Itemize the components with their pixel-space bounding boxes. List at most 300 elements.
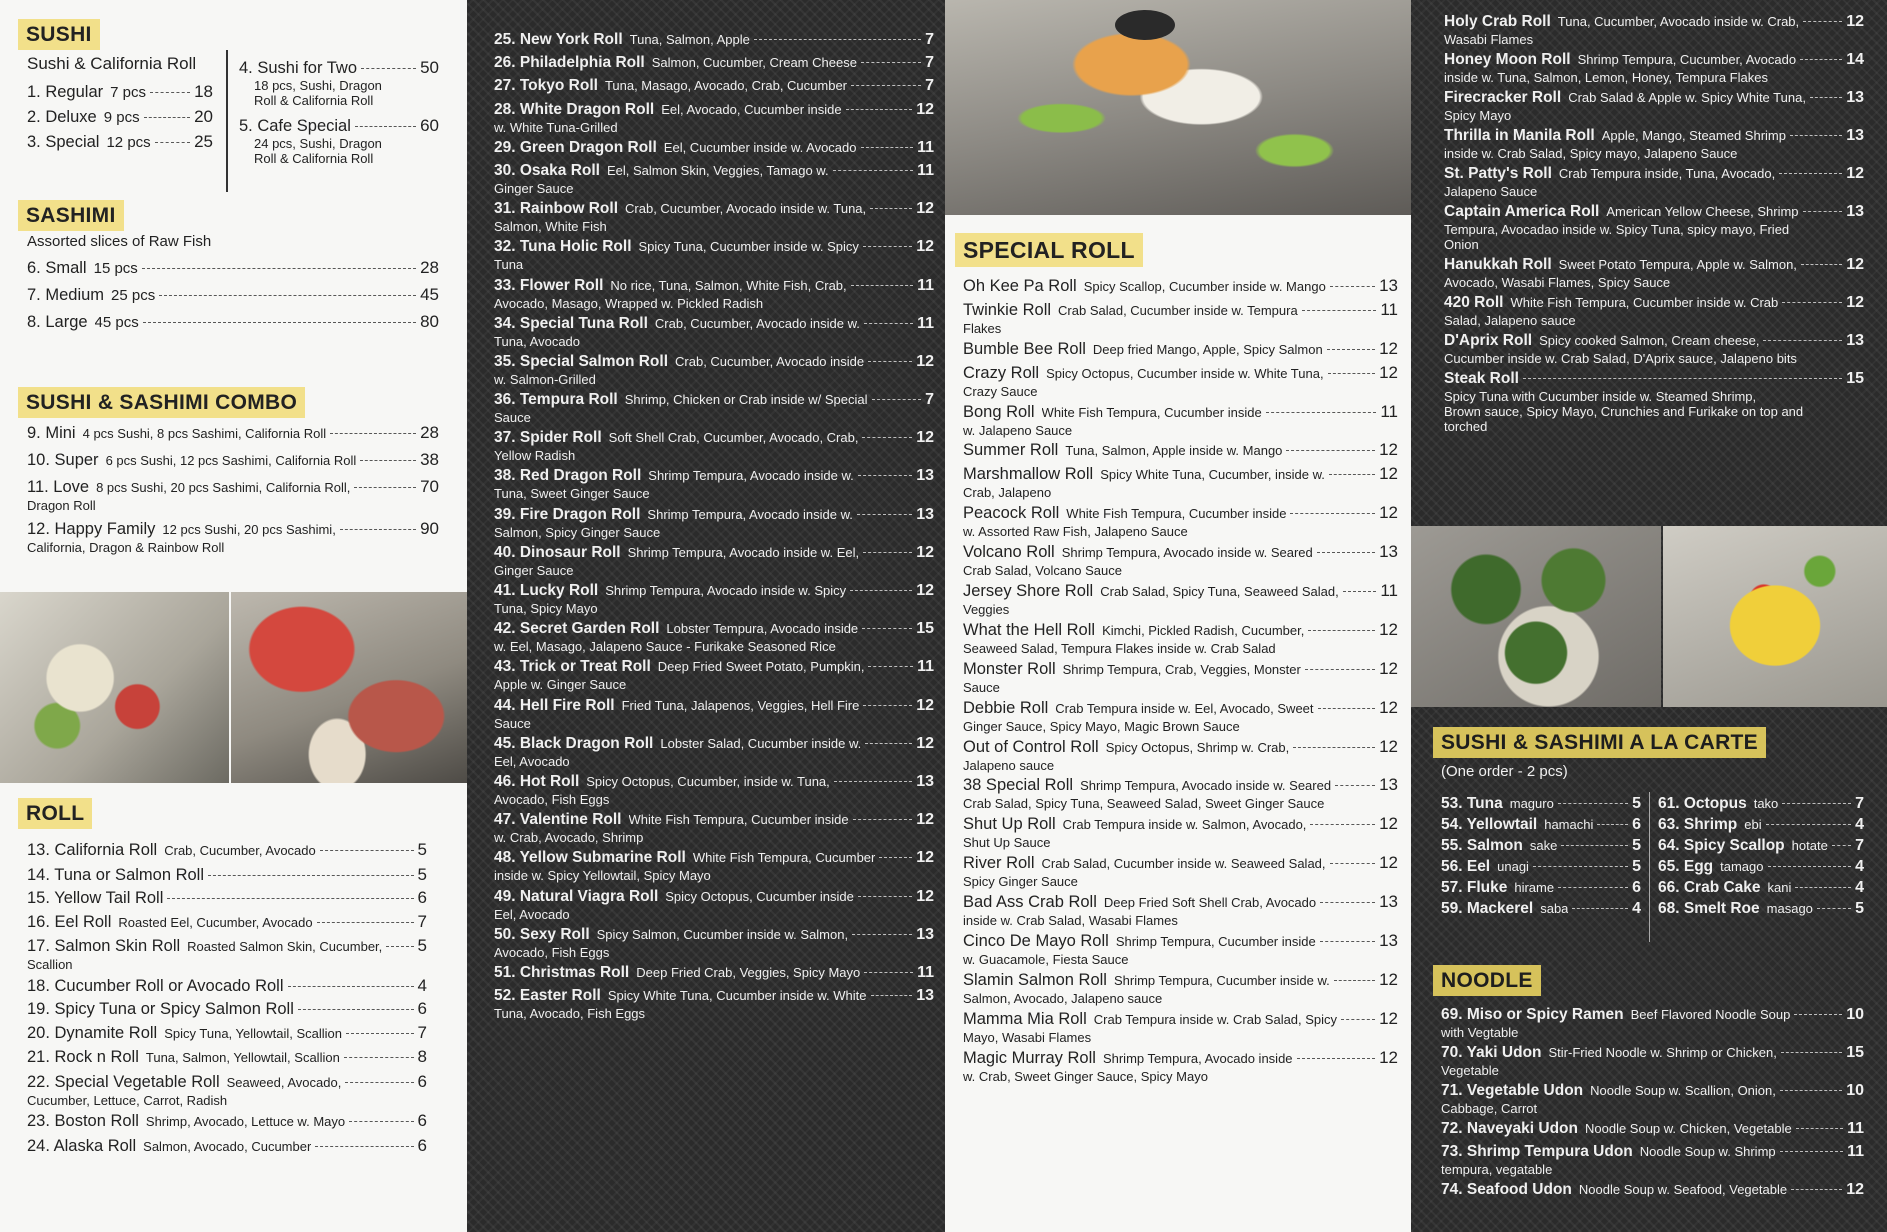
item-price: 13 [1379,276,1398,295]
dotted-leader [1780,1090,1842,1091]
item-price: 15 [1846,1044,1864,1061]
item-name: Monster Roll [963,659,1056,678]
menu-item [963,402,1398,438]
item-description: Lobster Salad, Cucumber inside w. [660,735,862,751]
item-name: 49. Natural Viagra Roll [494,887,659,905]
item-price: 12 [1379,697,1398,717]
item-name: 65. Egg [1658,858,1714,875]
menu-item [963,464,1398,500]
item-description-cont: Crab Salad, Volcano Sauce [963,563,1122,579]
item-description: Spicy Scallop, Cucumber inside w. Mango [1083,279,1326,294]
item-description: Kimchi, Pickled Radish, Cucumber, [1102,622,1305,638]
item-description: Spicy Salmon, Cucumber inside w. Salmon, [596,926,849,942]
dotted-leader [1327,349,1375,350]
item-price: 14 [1846,51,1864,68]
item-description: Deep Fried Sweet Potato, Pumpkin, [657,659,865,675]
menu-item-line [1444,12,1864,32]
item-description: Beef Flavored Noodle Soup [1630,1007,1791,1022]
item-description: Shrimp Tempura, Avocado inside w. Seared [1080,778,1332,794]
item-name: 36. Tempura Roll [494,391,618,409]
item-description: Shrimp Tempura, Cucumber inside [1115,934,1316,950]
item-description-cont: Scallion [27,957,73,972]
item-price: 12 [1846,165,1864,182]
sashimi-subtitle: Assorted slices of Raw Fish [27,233,212,250]
menu-item-line [1441,1005,1864,1025]
item-price: 4 [1855,816,1864,833]
item-price: 6 [417,999,427,1018]
menu-item [27,1047,427,1068]
item-description-cont: Cucumber, Lettuce, Carrot, Radish [27,1092,228,1108]
item-description: Sweet Potato Tempura, Apple w. Salmon, [1558,257,1797,272]
menu-item [27,1023,427,1044]
item-price: 11 [917,161,934,179]
item-price: 12 [1846,1181,1864,1198]
menu-item [1444,50,1864,85]
dotted-leader [386,946,413,947]
menu-item-line [494,734,934,754]
dotted-leader [852,934,912,935]
item-description: 6 pcs Sushi, 12 pcs Sashimi, California Roll [105,453,357,468]
menu-item-line [494,505,934,525]
dotted-leader [1572,908,1628,909]
item-price: 12 [1379,736,1398,756]
item-description: No rice, Tuna, Salmon, White Fish, Crab, [610,277,847,293]
dotted-leader [1790,135,1842,136]
dotted-leader [1335,785,1375,786]
item-name: Hanukkah Roll [1444,256,1552,273]
item-price: 90 [420,519,439,538]
item-description: Stir-Fried Noodle w. Shrimp or Chicken, [1548,1045,1777,1060]
item-name: 7. Medium [27,286,105,304]
menu-item [1441,1180,1864,1200]
item-name: 420 Roll [1444,294,1504,311]
item-description-cont: Cucumber inside w. Crab Salad, D'Aprix sauce, Jalapeno bits [1444,351,1797,366]
menu-item-line [1658,857,1864,877]
dotted-leader [1330,286,1375,287]
item-name: Summer Roll [963,441,1059,460]
item-price: 12 [916,100,934,118]
item-japanese-name: ebi [1744,817,1762,832]
menu-item [963,659,1398,695]
menu-item-line [963,775,1398,796]
menu-item [27,423,439,444]
item-description-cont: Apple w. Ginger Sauce [494,677,627,693]
menu-item-line [963,402,1398,423]
menu-item [494,199,934,234]
item-description: Noodle Soup w. Seafood, Vegetable [1578,1182,1788,1197]
dotted-leader [355,126,416,127]
sashimi-list [27,258,439,339]
item-description-cont: Tuna, Avocado [494,333,581,349]
item-price: 7 [417,1022,427,1042]
item-price: 12 [916,429,934,447]
item-description: Shrimp, Avocado, Lettuce w. Mayo [145,1114,346,1129]
menu-item-line [1441,1043,1864,1063]
dotted-leader [315,1146,413,1147]
menu-item-line [1441,794,1641,814]
menu-item-line [494,543,934,563]
item-description-cont: Avocado, Wasabi Flames, Spicy Sauce [1444,275,1671,290]
sashimi-photo-right [231,592,467,783]
item-price: 11 [1380,401,1398,421]
item-price: 10 [1846,1006,1864,1023]
dotted-leader [1794,1014,1842,1015]
menu-item [494,100,934,135]
dotted-leader [862,628,912,629]
menu-item-line [494,390,934,410]
dotted-leader [1558,887,1628,888]
item-name: St. Patty's Roll [1444,165,1552,182]
item-description: Tuna, Masago, Avocado, Crab, Cucumber [604,78,848,94]
alacarte-left-list [1441,794,1641,920]
menu-item [494,543,934,578]
item-price: 12 [1379,1008,1398,1028]
menu-item [27,1111,427,1132]
roll-list [27,840,427,1160]
menu-item [494,657,934,692]
menu-item [27,477,439,513]
item-price: 12 [916,696,934,714]
item-name: 59. Mackerel [1441,900,1534,917]
dotted-leader [1310,824,1375,825]
dotted-leader [754,39,921,40]
dotted-leader [1810,97,1842,98]
item-name: 43. Trick or Treat Roll [494,658,651,676]
alacarte-divider [1649,792,1650,942]
item-description-cont: Dragon Roll [27,498,96,513]
roe-topping [1115,10,1175,40]
dotted-leader [846,109,913,110]
item-name: 38. Red Dragon Roll [494,467,642,485]
item-name: Holy Crab Roll [1444,13,1551,30]
menu-item [1441,794,1641,814]
item-name: 40. Dinosaur Roll [494,543,621,561]
menu-item-line [27,1047,427,1068]
item-description: Deep Fried Crab, Veggies, Spicy Mayo [636,964,861,980]
menu-item-line [494,772,934,792]
item-description-cont: Jalapeno Sauce [1444,184,1538,199]
menu-item [27,132,213,153]
item-name: Out of Control Roll [963,737,1099,756]
item-description-cont: Veggies [963,602,1010,618]
column-2 [467,0,945,1232]
item-description: Shrimp Tempura, Cucumber inside w. [1113,972,1330,988]
item-description: 18 pcs, Sushi, Dragon Roll & California Roll [254,78,382,108]
item-description-cont: Crab Salad, Spicy Tuna, Seaweed Salad, Sweet Ginger Sauce [963,796,1325,812]
item-price: 18 [194,82,213,101]
menu-item [963,698,1398,734]
item-description-cont: California, Dragon & Rainbow Roll [27,540,225,555]
menu-item [27,1136,427,1157]
menu-item-line [494,696,934,716]
dotted-leader [1781,1052,1842,1053]
dotted-leader [1320,941,1375,942]
item-name: 15. Yellow Tail Roll [27,889,164,907]
menu-item-line [494,810,934,830]
item-price: 12 [1379,658,1398,678]
item-description: Shrimp, Chicken or Crab inside w/ Special [624,392,868,408]
item-price: 7 [925,54,934,72]
item-price: 10 [1846,1082,1864,1099]
item-description: Shrimp Tempura, Avocado inside [1102,1050,1293,1066]
item-name: 41. Lucky Roll [494,582,599,599]
dotted-leader [1832,845,1851,846]
menu-item [494,276,934,311]
item-price: 80 [420,312,439,331]
menu-item-line [494,276,934,296]
item-description-cont: Tuna [494,257,524,273]
item-description: Spicy Tuna, Cucumber inside w. Spicy [638,239,859,255]
dotted-leader [1329,474,1375,475]
menu-item-line [494,314,934,334]
menu-item [1444,202,1864,252]
item-description-cont: Ginger Sauce [494,180,574,196]
item-price: 12 [1379,362,1398,382]
item-name: 13. California Roll [27,841,158,859]
menu-item-line [1441,815,1641,835]
item-description-cont: Vegetable [1441,1063,1499,1078]
item-description-cont: Salmon, White Fish [494,219,607,235]
item-name: 9. Mini [27,424,76,442]
dotted-leader [1779,173,1842,174]
dotted-leader [349,1121,413,1122]
item-price: 6 [417,1071,427,1091]
menu-item-line [963,698,1398,719]
menu-item-line [1444,293,1864,313]
menu-item-line [1658,899,1864,919]
item-price: 25 [194,132,213,151]
item-description-cont: inside w. Spicy Yellowtail, Spicy Mayo [494,868,711,884]
item-price: 4 [1855,879,1864,896]
menu-item-line [494,963,934,983]
item-japanese-name: sake [1529,838,1558,853]
item-name: Debbie Roll [963,698,1049,717]
menu-item-line [963,814,1398,835]
menu-item-line [1658,794,1864,814]
menu-item-line [963,1009,1398,1030]
item-name: Bad Ass Crab Roll [963,893,1097,912]
item-description: Eel, Cucumber inside w. Avocado [663,139,857,155]
dotted-leader [346,1033,414,1034]
item-price: 12 [916,238,934,256]
menu-item-line [494,581,934,601]
item-japanese-name: tako [1753,796,1779,811]
item-price: 12 [1379,853,1398,873]
item-qty: 25 pcs [111,287,156,304]
item-qty: 45 pcs [94,314,139,331]
menu-item [1441,1119,1864,1139]
item-name: 11. Love [27,478,90,496]
item-price: 12 [1846,256,1864,273]
item-name: 66. Crab Cake [1658,879,1761,896]
item-description: Crab Salad, Cucumber inside w. Seaweed Salad, [1041,856,1326,872]
dotted-leader [320,850,414,851]
item-name: D'Aprix Roll [1444,332,1533,349]
item-name: Peacock Roll [963,504,1060,523]
item-price: 7 [417,911,427,931]
item-name: 23. Boston Roll [27,1112,139,1130]
item-price: 4 [1855,858,1864,875]
noodle-header: NOODLE [1433,965,1541,996]
menu-item-line [27,840,427,861]
dotted-leader [1800,59,1842,60]
dotted-leader [1795,887,1851,888]
item-price: 13 [916,987,934,1005]
item-name: Honey Moon Roll [1444,51,1571,68]
item-name: 47. Valentine Roll [494,811,622,829]
menu-item-line [27,423,439,444]
menu-item [27,107,213,128]
item-description: Eel, Salmon Skin, Veggies, Tamago w. [606,162,829,178]
item-name: 5. Cafe Special [239,117,351,135]
item-description-cont: w. Assorted Raw Fish, Jalapeno Sauce [963,524,1188,540]
item-name: 32. Tuna Holic Roll [494,238,632,256]
column-1 [0,0,467,1232]
item-name: 2. Deluxe [27,108,97,126]
dotted-leader [1308,630,1375,631]
menu-item [963,276,1398,297]
item-name: 6. Small [27,259,87,277]
dotted-leader [1780,1151,1843,1152]
item-description: Crab, Cucumber, Avocado inside [675,353,865,369]
item-japanese-name: hirame [1514,880,1555,895]
menu-item-line [27,976,427,996]
item-price: 13 [1379,542,1398,562]
menu-item [494,76,934,96]
menu-item-line [1658,815,1864,835]
item-name: What the Hell Roll [963,620,1096,639]
item-price: 20 [194,107,213,126]
item-description-cont: w. Crab, Sweet Ginger Sauce, Spicy Mayo [963,1068,1208,1084]
item-description-cont: w. Crab, Avocado, Shrimp [494,830,644,846]
menu-item [494,352,934,387]
item-name: 3. Special [27,133,100,151]
item-name: Shut Up Roll [963,815,1056,834]
item-japanese-name: hotate [1791,838,1828,853]
menu-item-line [1658,836,1864,856]
sushi-divider [226,50,228,192]
sushi-header: SUSHI [18,19,100,50]
menu-item-line [27,477,439,498]
item-price: 6 [417,888,427,907]
menu-item [963,620,1398,656]
menu-item-line [963,892,1398,913]
item-name: Jersey Shore Roll [963,582,1094,601]
item-description-cont: Sauce [494,410,531,426]
item-japanese-name: hamachi [1544,817,1594,832]
item-name: River Roll [963,854,1035,873]
menu-item [963,581,1398,617]
special-roll-header: SPECIAL ROLL [955,233,1143,267]
menu-item [494,772,934,807]
item-price: 13 [916,925,934,943]
dotted-leader [1766,824,1851,825]
special-roll-photo [945,0,1411,215]
item-description: 4 pcs Sushi, 8 pcs Sashimi, California Roll [82,426,327,441]
item-name: Magic Murray Roll [963,1048,1096,1067]
dotted-leader [360,460,416,461]
menu-item [1658,899,1864,919]
dotted-leader [857,514,912,515]
item-description: Spicy Octopus, Shrimp w. Crab, [1105,739,1290,755]
menu-item-line [1441,836,1641,856]
menu-item [494,428,934,463]
alacarte-right-list [1658,794,1864,920]
menu-item-line [27,912,427,933]
menu-item-line [1441,878,1641,898]
item-description: Crab Salad, Spicy Tuna, Seaweed Salad, [1100,584,1339,600]
item-price: 70 [420,477,439,496]
item-price: 7 [925,391,934,409]
item-japanese-name: kani [1767,880,1792,895]
menu-item-line [494,657,934,677]
menu-item-line [1441,899,1641,919]
special-roll-list-2 [1444,12,1864,437]
item-name: 63. Shrimp [1658,816,1738,833]
item-description: Spicy Octopus, Cucumber inside w. White Tuna, [1046,365,1324,381]
item-price: 5 [417,840,427,859]
menu-item-line [494,100,934,120]
item-price: 5 [1632,837,1641,854]
item-name: 51. Christmas Roll [494,963,630,981]
item-name: 27. Tokyo Roll [494,77,598,95]
item-description: White Fish Tempura, Cucumber inside [628,812,849,828]
item-name: 53. Tuna [1441,795,1503,812]
item-description: 12 pcs Sushi, 20 pcs Sashimi, [162,522,336,537]
menu-item [963,931,1398,967]
item-description: Salmon, Avocado, Cucumber [143,1138,312,1154]
menu-item [963,542,1398,578]
menu-item [494,986,934,1021]
menu-item-line [27,1136,427,1157]
combo-header: SUSHI & SASHIMI COMBO [18,387,305,418]
item-description: American Yellow Cheese, Shrimp [1606,204,1799,219]
menu-item [494,390,934,425]
dotted-leader [864,323,913,324]
item-description-cont: Brown sauce, Spicy Mayo, Crunchies and Furikake on top and [1444,404,1804,419]
menu-item-line [239,116,439,136]
item-description: Tuna, Salmon, Apple inside w. Mango [1065,443,1283,459]
item-description-cont: Salad, Jalapeno sauce [1444,313,1576,328]
menu-item [1658,857,1864,877]
item-description: Spicy White Tuna, Cucumber inside w. White [607,988,867,1004]
item-description-cont: Wasabi Flames [1444,32,1534,47]
item-name: Bumble Bee Roll [963,339,1086,358]
menu-item-line [963,1048,1398,1069]
menu-item [1441,815,1641,835]
item-description: Roasted Salmon Skin, Cucumber, [187,939,383,954]
menu-item [239,116,439,166]
item-name: 44. Hell Fire Roll [494,696,615,714]
dotted-leader [1791,1189,1842,1190]
item-name: Cinco De Mayo Roll [963,932,1109,951]
item-price: 5 [1632,795,1641,812]
item-description-cont: w. Eel, Masago, Jalapeno Sauce - Furikake Seasoned Rice [494,639,836,655]
item-description: Deep fried Mango, Apple, Spicy Salmon [1092,341,1323,357]
dotted-leader [1523,378,1842,379]
item-description-cont: Eel, Avocado [494,906,570,922]
menu-item [494,581,934,616]
item-description-cont: Avocado, Fish Eggs [494,944,610,960]
menu-item-line [963,970,1398,991]
menu-item-line [1441,1119,1864,1139]
item-description: Spicy Tuna, Yellowtail, Scallion [164,1025,343,1041]
item-description: White Fish Tempura, Cucumber inside w. Crab [1510,295,1779,310]
item-description: Crab Salad, Cucumber inside w. Tempura [1058,302,1298,318]
item-description: Crab Salad & Apple w. Spicy White Tuna, [1568,90,1806,105]
item-price: 6 [1632,816,1641,833]
menu-item [239,58,439,108]
